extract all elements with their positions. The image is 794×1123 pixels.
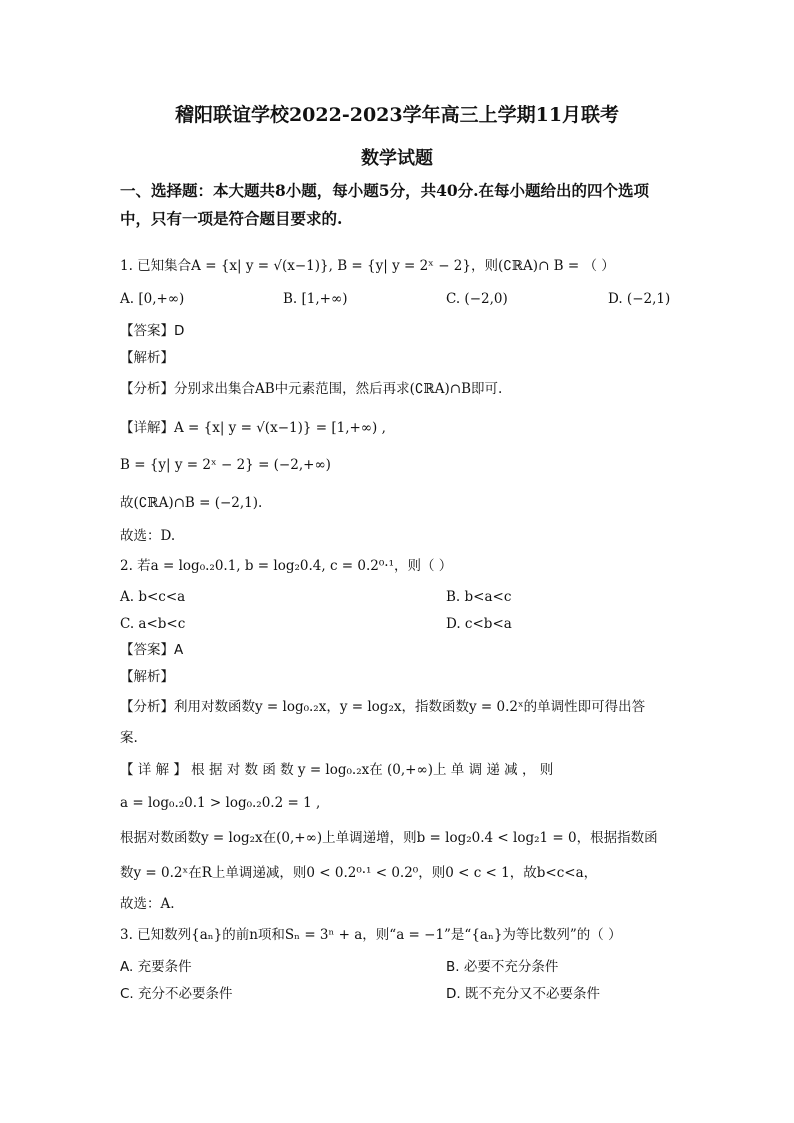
section-heading-line1: 一、选择题：本大题共8小题，每小题5分，共40分.在每小题给出的四个选项	[120, 181, 650, 200]
question-3-option-b: B. 必要不充分条件	[446, 959, 559, 975]
question-3-option-a: A. 充要条件	[120, 959, 192, 975]
question-1-answer: 【答案】D	[120, 323, 185, 339]
question-2-option-d: D. c<b<a	[446, 616, 512, 632]
question-2-option-c: C. a<b<c	[120, 616, 186, 632]
question-1-option-b: B. [1,+∞)	[283, 291, 348, 307]
question-1-detail-3: 故(∁ℝA)∩B = (−2,1).	[120, 495, 263, 511]
question-1-choice: 故选：D.	[120, 528, 176, 544]
question-1-option-a: A. [0,+∞)	[120, 291, 185, 307]
question-1-option-c: C. (−2,0)	[446, 291, 508, 307]
question-1-option-d: D. (−2,1)	[608, 291, 671, 307]
question-2-detail-4: 数y = 0.2ˣ在R上单调递减，则0 < 0.2⁰·¹ < 0.2⁰，则0 < c < 1，故b<c<a，	[120, 865, 598, 881]
question-1-stem: 1. 已知集合A = {x| y = √(x−1)}, B = {y| y = 2ˣ − 2}，则(∁ℝA)∩ B = （ ）	[120, 258, 615, 274]
section-heading-line2: 中，只有一项是符合题目要求的.	[120, 209, 343, 228]
question-2-option-b: B. b<a<c	[446, 589, 512, 605]
question-2-analysis-tag: 【解析】	[120, 669, 174, 685]
question-3-option-c: C. 充分不必要条件	[120, 986, 233, 1002]
question-2-detail-3: 根据对数函数y = log₂x在(0,+∞)上单调递增，则b = log₂0.4 < log₂1 = 0，根据指数函	[120, 830, 658, 846]
question-2-detail-1: 【 详 解 】 根 据 对 数 函 数 y = log₀.₂x在 (0,+∞)上 单 调 递 减 ， 则	[120, 762, 554, 778]
question-2-stem: 2. 若a = log₀.₂0.1, b = log₂0.4, c = 0.2⁰·¹，则（ ）	[120, 558, 453, 574]
question-3-option-d: D. 既不充分又不必要条件	[446, 986, 600, 1002]
exam-title: 稽阳联谊学校2022-2023学年高三上学期11月联考	[174, 104, 620, 126]
question-2-choice: 故选：A.	[120, 896, 175, 912]
question-1-detail-2: B = {y| y = 2ˣ − 2} = (−2,+∞)	[120, 457, 331, 473]
exam-subtitle: 数学试题	[361, 148, 433, 169]
question-2-analysis-line2: 案.	[120, 730, 138, 746]
question-3-stem: 3. 已知数列{aₙ}的前n项和Sₙ = 3ⁿ + a，则“a = −1”是“{aₙ}为等比数列”的（ ）	[120, 927, 622, 943]
question-2-detail-2: a = log₀.₂0.1 > log₀.₂0.2 = 1 ,	[120, 795, 321, 811]
question-1-detail-1: 【详解】A = {x| y = √(x−1)} = [1,+∞) ,	[120, 420, 386, 436]
question-2-analysis-line1: 【分析】利用对数函数y = log₀.₂x，y = log₂x，指数函数y = 0.2ˣ的单调性即可得出答	[120, 699, 646, 715]
question-1-analysis: 【分析】分别求出集合AB中元素范围，然后再求(∁ℝA)∩B即可.	[120, 381, 503, 397]
question-1-analysis-tag: 【解析】	[120, 350, 174, 366]
question-2-answer: 【答案】A	[120, 642, 184, 658]
question-2-option-a: A. b<c<a	[120, 589, 186, 605]
